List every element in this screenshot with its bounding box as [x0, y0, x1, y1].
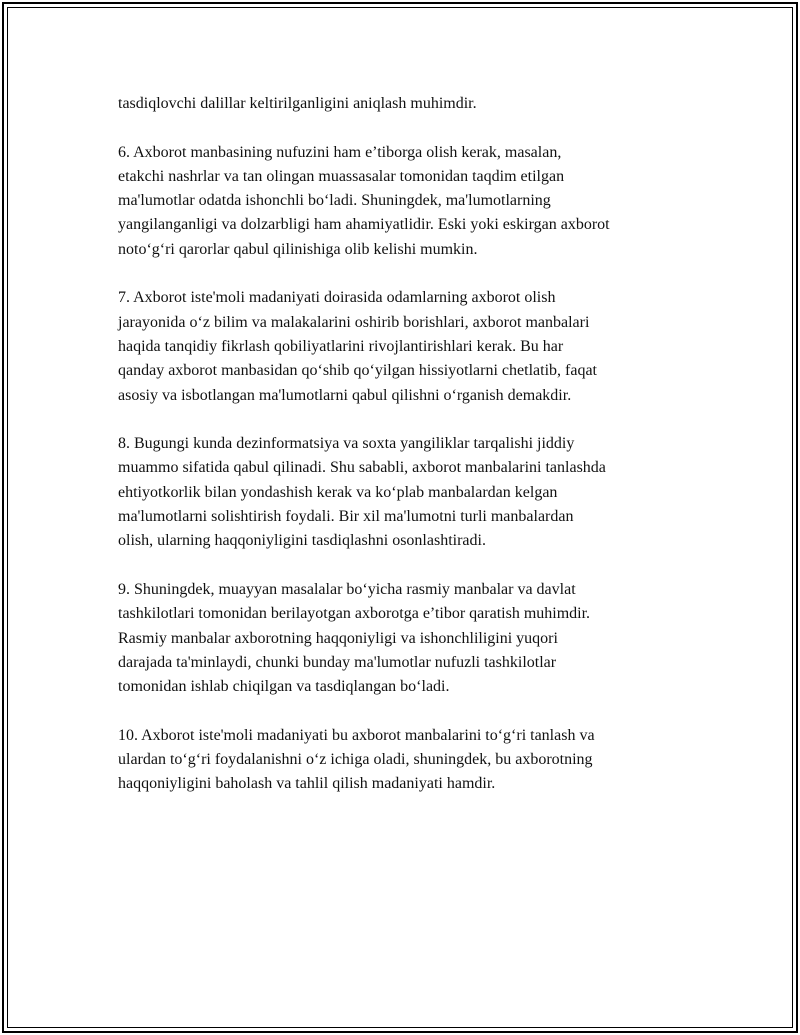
- paragraph-7: 7. Axborot iste'moli madaniyati doirasida odamlarning axborot olish jarayonida o‘z bilim va malakalarini oshirib borishlari, axborot manbalari haqida tanqidiy fikrlash qobiliyatlarini rivojlantirishlari kerak. Bu har qanday axborot manbasidan qo‘shib qo‘yilgan hissiyotlarni chetlatib, faqat asosiy va isbotlangan ma'lumotlarni qabul qilishni o‘rganish demakdir.: [118, 289, 597, 404]
- document-body: [118, 92, 698, 821]
- paragraph-8: 8. Bugungi kunda dezinformatsiya va soxta yangiliklar tarqalishi jiddiy muammo sifatida qabul qilinadi. Shu sababli, axborot manbalarini tanlashda ehtiyotkorlik bilan yondashish kerak va ko‘plab manbalardan kelgan ma'lumotlarni solishtirish foydali. Bir xil ma'lumotni turli manbalardan olish, ularning haqqoniyligini tasdiqlashni osonlashtiradi.: [118, 435, 606, 550]
- paragraph-continuation: tasdiqlovchi dalillar keltirilganligini aniqlash muhimdir.: [118, 95, 477, 112]
- paragraph-6: 6. Axborot manbasining nufuzini ham e’tiborga olish kerak, masalan, etakchi nashrlar va tan olingan muassasalar tomonidan taqdim etilgan ma'lumotlar odatda ishonchli bo‘ladi. Shuningdek, ma'lumotlarning yangilanganligi va dolzarbligi ham ahamiyatlidir. Eski yoki eskirgan axborot noto‘g‘ri qarorlar qabul qilinishiga olib kelishi mumkin.: [118, 143, 610, 258]
- paragraph-10: 10. Axborot iste'moli madaniyati bu axborot manbalarini to‘g‘ri tanlash va ulardan to‘g‘ri foydalanishni o‘z ichiga oladi, shuningdek, bu axborotning haqqoniyligini baholash va tahlil qilish madaniyati hamdir.: [118, 726, 595, 793]
- paragraph-9: 9. Shuningdek, muayyan masalalar bo‘yicha rasmiy manbalar va davlat tashkilotlari tomonidan berilayotgan axborotga e’tibor qaratish muhimdir. Rasmiy manbalar axborotning haqqoniyligi va ishonchliligini yuqori darajada ta'minlaydi, chunki bunday ma'lumotlar nufuzli tashkilotlar tomonidan ishlab chiqilgan va tasdiqlangan bo‘ladi.: [118, 580, 591, 696]
